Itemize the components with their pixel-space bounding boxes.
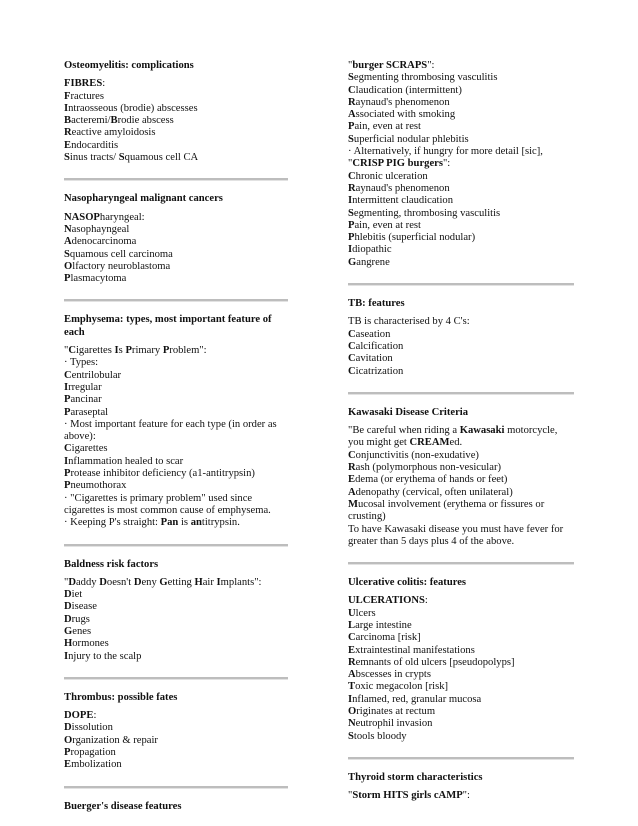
line-text: ractures [70,90,105,102]
mnemonic-letter: P [348,121,355,133]
mnemonic-letter: CRISP PIG burgers [352,158,443,170]
line-text: s [118,345,126,357]
mnemonic-line [64,249,288,261]
line-text: quamous cell CA [124,152,199,164]
mnemonic-line [64,103,288,115]
mnemonic-line [64,224,288,236]
line-text: avitation [355,353,393,365]
line-text: is [178,517,191,529]
mnemonic-letter: O [64,734,73,746]
line-text: rimary [131,345,163,357]
section-nasopharyngeal-malignant-cancers [64,193,288,285]
section-title: TB: features [348,298,405,310]
line-text: entrilobular [71,369,122,381]
mnemonic-letter: E [64,139,72,151]
line-text: arge intestine [355,619,412,631]
line-text: ropagation [70,747,116,759]
section-ulcerative-colitis-features [348,577,574,743]
section-baldness-risk-factors [64,559,288,663]
line-text: eutrophil invasion [355,718,433,730]
line-text: njury to the scalp [68,650,142,662]
mnemonic-letter: E [64,759,72,771]
mnemonic-line [64,443,288,455]
mnemonic-letter: H [64,638,73,650]
line-text: hronic ulceration [355,170,428,182]
mnemonic-letter: I [64,102,69,114]
mnemonic-line [348,595,574,607]
mnemonic-line [64,382,288,394]
line-text: ucosal involvement (erythema or fissures or crusting) [348,498,545,523]
mnemonic-letter: D [99,576,107,588]
line-text: riginates at rectum [356,706,436,718]
mnemonic-letter: Kawasaki [459,425,505,437]
line-text: mbolization [71,759,122,771]
mnemonic-line [348,499,574,524]
mnemonic-line [348,718,574,730]
mnemonic-line [348,657,574,669]
section-title: Ulcerative colitis: features [348,577,467,589]
mnemonic-letter: S [348,72,354,84]
line-text: igarettes [75,345,115,357]
mnemonic-letter: E [348,474,356,486]
line-text: ssociated with smoking [355,109,456,121]
line-text: igarettes [71,443,108,455]
mnemonic-letter: FIBRES [64,78,103,90]
line-text: lcers [355,607,376,619]
mnemonic-letter: A [348,669,356,681]
mnemonic-letter: C [348,340,356,352]
mnemonic-letter: N [64,223,72,235]
line-text: · Most important feature for each type (in order as above): [64,418,277,443]
line-text: rodie abscess [117,115,174,127]
mnemonic-line [348,366,574,378]
line-text: haryngeal: [99,211,145,223]
line-text: ash (polymorphous non-vesicular) [355,462,501,474]
mnemonic-letter: S [348,730,354,742]
mnemonic-line [64,127,288,139]
mnemonic-letter: C [64,369,72,381]
mnemonic-letter: F [64,90,71,102]
mnemonic-line [348,244,574,256]
mnemonic-letter: C [348,449,356,461]
mnemonic-line [64,212,288,224]
mnemonic-letter: S [64,248,70,260]
mnemonic-line [348,731,574,743]
line-text: lfactory neuroblastoma [72,260,171,272]
mnemonic-letter: CREAM [409,437,450,449]
mnemonic-line [348,220,574,232]
section-divider [64,299,288,302]
mnemonic-line [348,183,574,195]
line-text: TB is characterised by 4 C's: [348,316,470,328]
line-text: diopathic [352,244,392,256]
line-text: " [348,790,353,802]
mnemonic-line [348,257,574,269]
mnemonic-letter: I [114,345,119,357]
line-text: rganization & repair [72,734,158,746]
section-thyroid-storm-characteristics [348,772,574,803]
section-divider [348,757,574,760]
mnemonic-line [64,91,288,103]
mnemonic-line [64,140,288,152]
mnemonic-line [348,195,574,207]
mnemonic-letter: P [64,468,71,480]
line-text: rregular [68,381,102,393]
mnemonic-letter: R [348,96,356,108]
mnemonic-letter: D [133,576,142,588]
mnemonic-line [348,60,574,72]
mnemonic-line [64,517,288,529]
line-text: addy [75,576,100,588]
line-text: roblem": [169,345,207,357]
mnemonic-letter: B [64,115,72,127]
mnemonic-letter: D [64,613,72,625]
mnemonic-line [64,638,288,650]
line-text: nflammation healed to scar [68,455,184,467]
mnemonic-line [64,626,288,638]
mnemonic-letter: U [348,607,356,619]
mnemonic-line [348,462,574,474]
line-text: egmenting thrombosing vasculitis [353,72,498,84]
mnemonic-line [64,577,288,589]
line-text: ntraosseous (brodie) abscesses [68,102,198,114]
mnemonic-line [64,78,288,90]
mnemonic-line [348,487,574,499]
mnemonic-letter: D [64,589,72,601]
line-text: " [64,345,69,357]
section-title: Baldness risk factors [64,558,159,570]
mnemonic-line [348,329,574,341]
mnemonic-line [348,97,574,109]
mnemonic-letter: S [348,133,354,145]
section-divider [348,392,574,395]
section-divider [64,677,288,680]
line-text: To have Kawasaki disease you must have fever for greater than 5 days plus 4 of the above. [348,523,564,547]
mnemonic-line [348,474,574,486]
mnemonic-letter: P [64,394,71,406]
mnemonic-letter: O [348,706,357,718]
line-text: rugs [71,613,90,625]
mnemonic-letter: R [64,127,72,139]
mnemonic-letter: T [348,681,356,693]
mnemonic-line [348,72,574,84]
mnemonic-line [348,645,574,657]
mnemonic-line [64,357,288,369]
mnemonic-letter: P [64,480,71,492]
section-tb-features [348,298,574,378]
section-osteomyelitis-complications [64,60,288,164]
mnemonic-letter: H [194,576,203,588]
mnemonic-line [64,394,288,406]
line-text: " [348,158,353,170]
line-text: enes [72,625,92,637]
section-buerger-s-disease-features [64,801,288,813]
section-continuation [348,60,574,269]
section-kawasaki-disease-criteria [348,407,574,548]
line-text: motorcycle, you might get [348,425,558,449]
line-text: dema (or erythema of hands or feet) [355,474,508,486]
mnemonic-line [64,419,288,444]
mnemonic-line [64,614,288,626]
mnemonic-letter: C [348,84,356,96]
section-thrombus-possible-fates [64,692,288,772]
mnemonic-line [348,681,574,693]
mnemonic-line [64,370,288,382]
line-text: uperficial nodular phlebitis [353,133,469,145]
mnemonic-letter: P [64,406,71,418]
line-text: ancinar [70,394,102,406]
line-text: bscesses in crypts [355,669,431,681]
mnemonic-letter: N [348,718,356,730]
section-emphysema-types-most-important-feature-of-each [64,314,288,529]
mnemonic-line [348,85,574,97]
mnemonic-line [348,171,574,183]
mnemonic-line [348,694,574,706]
mnemonic-letter: an [190,517,202,529]
mnemonic-line [348,450,574,462]
mnemonic-letter: E [348,644,356,656]
mnemonic-letter: R [348,182,356,194]
line-text: oxic megacolon [risk] [355,681,449,693]
line-text: air [202,576,217,588]
section-divider [64,786,288,789]
line-text: rotease inhibitor deficiency (a1-antitrypsin) [70,468,255,480]
line-text: ain, even at rest [354,121,421,133]
line-text: onjunctivitis (non-exudative) [355,449,479,461]
mnemonic-letter: B [110,115,118,127]
line-text: angrene [356,256,390,268]
line-text: ain, even at rest [354,219,421,231]
mnemonic-letter: D [68,576,76,588]
line-text: oesn't [106,576,134,588]
line-text: acteremi/ [71,115,111,127]
line-text: aynaud's phenomenon [355,182,450,194]
left-column [64,60,288,819]
mnemonic-letter: burger SCRAPS [352,60,428,71]
mnemonic-letter: I [64,455,69,467]
mnemonic-line [64,651,288,663]
mnemonic-letter: ULCERATIONS [348,595,425,607]
line-text: eny [141,576,160,588]
mnemonic-letter: I [216,576,221,588]
mnemonic-line [64,735,288,747]
mnemonic-line [348,316,574,328]
line-text: quamous cell carcinoma [69,248,173,260]
line-text: ed. [449,437,463,449]
line-text: lasmacytoma [70,273,127,285]
mnemonic-line [64,115,288,127]
mnemonic-letter: S [118,152,125,164]
line-text: laudication (intermittent) [355,84,462,96]
mnemonic-letter: P [64,747,71,759]
mnemonic-line [348,208,574,220]
mnemonic-letter: Pan [160,517,179,529]
mnemonic-line [64,261,288,273]
line-text: ndocarditis [71,139,119,151]
mnemonic-letter: D [64,722,72,734]
line-text: ": [427,60,435,71]
mnemonic-letter: C [68,345,76,357]
mnemonic-line [64,710,288,722]
mnemonic-line [64,345,288,357]
mnemonic-line [64,493,288,518]
mnemonic-line [348,706,574,718]
line-text: ormones [72,638,109,650]
mnemonic-letter: C [348,353,356,365]
line-text: : [102,78,106,90]
mnemonic-line [64,407,288,419]
line-text: xtraintestinal manifestations [355,644,475,656]
line-text: emnants of old ulcers [pseudopolyps] [355,656,515,668]
mnemonic-line [64,759,288,771]
mnemonic-letter: P [64,273,71,285]
line-text: icatrization [355,365,404,377]
mnemonic-letter: C [64,443,72,455]
mnemonic-letter: M [348,498,358,510]
mnemonic-letter: C [348,365,356,377]
line-text: tools bloody [353,730,407,742]
line-text: arcinoma [risk] [355,632,421,644]
line-text: inus tracts/ [69,152,119,164]
mnemonic-letter: R [348,656,356,668]
mnemonic-line [64,601,288,613]
mnemonic-letter: A [348,486,356,498]
section-title: Osteomyelitis: complications [64,60,194,71]
line-text: · Types: [64,357,99,369]
mnemonic-letter: Storm HITS girls cAMP [352,790,463,802]
section-divider [348,283,574,286]
mnemonic-line [64,589,288,601]
section-title: Thyroid storm characteristics [348,771,483,783]
line-text: "Be careful when riding a [348,425,460,437]
mnemonic-line [348,790,574,802]
line-text: neumothorax [70,480,127,492]
line-text: " [64,576,69,588]
section-divider [64,544,288,547]
line-text: · Keeping P's straight: [64,517,161,529]
mnemonic-letter: I [64,650,69,662]
mnemonic-letter: P [348,232,355,244]
mnemonic-letter: R [348,462,356,474]
mnemonic-line [348,620,574,632]
line-text: denocarcinoma [71,236,137,248]
mnemonic-line [64,273,288,285]
mnemonic-letter: I [348,693,353,705]
mnemonic-letter: S [64,152,70,164]
section-title: Emphysema: types, most important feature of each [64,314,272,338]
mnemonic-letter: O [64,260,73,272]
mnemonic-line [64,468,288,480]
mnemonic-line [348,146,574,158]
line-text: asophayngeal [71,223,130,235]
line-text: araseptal [70,406,109,418]
line-text: : [424,595,428,607]
mnemonic-line [348,425,574,450]
line-text: titrypsin. [201,517,240,529]
section-title: Buerger's disease features [64,800,182,812]
mnemonic-line [64,456,288,468]
mnemonic-letter: NASOP [64,211,100,223]
mnemonic-line [64,236,288,248]
mnemonic-line [64,747,288,759]
mnemonic-line [348,608,574,620]
mnemonic-letter: C [348,170,356,182]
line-text: aynaud's phenomenon [355,96,450,108]
right-column [348,60,574,803]
mnemonic-letter: P [125,345,132,357]
mnemonic-line [348,134,574,146]
mnemonic-letter: C [348,632,356,644]
mnemonic-letter: I [348,195,353,207]
line-text: aseation [355,328,391,340]
line-text: · "Cigarettes is primary problem" used since cigarettes is most common cause of emphysema. [64,492,271,516]
mnemonic-letter: G [159,576,168,588]
mnemonic-letter: D [64,601,72,613]
mnemonic-line [348,341,574,353]
mnemonic-letter: S [348,207,354,219]
mnemonic-letter: P [348,219,355,231]
line-text: egmenting, thrombosing vasculitis [353,207,501,219]
line-text: isease [71,601,97,613]
mnemonic-letter: I [348,244,353,256]
mnemonic-line [64,152,288,164]
mnemonic-line [348,232,574,244]
mnemonic-line [348,109,574,121]
line-text: hlebitis (superficial nodular) [354,232,476,244]
line-text: ": [462,790,470,802]
mnemonic-line [348,158,574,170]
mnemonic-letter: A [64,236,72,248]
line-text: issolution [71,722,113,734]
line-text: ": [442,158,451,170]
mnemonic-letter: L [348,619,356,631]
mnemonic-letter: A [348,109,356,121]
mnemonic-letter: DOPE [64,710,94,722]
mnemonic-letter: C [348,328,356,340]
mnemonic-line [348,632,574,644]
mnemonic-line [64,722,288,734]
section-title: Kawasaki Disease Criteria [348,406,469,418]
mnemonic-letter: G [348,256,357,268]
mnemonic-line [348,353,574,365]
line-text: iet [71,589,83,601]
section-divider [64,178,288,181]
mnemonic-line [64,480,288,492]
line-text: mplants": [220,576,262,588]
mnemonic-letter: I [64,381,69,393]
section-divider [348,562,574,565]
section-title: Nasopharyngeal malignant cancers [64,193,223,205]
line-text: · Alternatively, if hungry for more detail [sic], [348,146,543,158]
line-text: alcification [355,340,404,352]
mnemonic-line [348,121,574,133]
line-text: eactive amyloidosis [71,127,156,139]
line-text: etting [167,576,195,588]
line-text: nflamed, red, granular mucosa [352,693,482,705]
section-title: Thrombus: possible fates [64,691,178,703]
mnemonic-letter: P [162,345,170,357]
mnemonic-line [348,669,574,681]
line-text: ntermittent claudication [352,195,454,207]
mnemonic-line [348,524,574,549]
line-text: " [348,60,353,71]
line-text: denopathy (cervical, often unilateral) [355,486,513,498]
line-text: : [93,710,97,722]
mnemonic-letter: G [64,625,73,637]
